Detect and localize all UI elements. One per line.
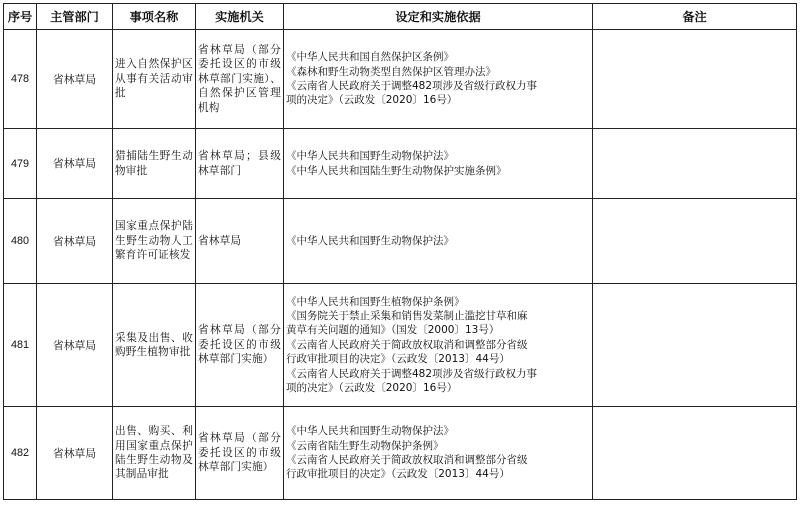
header-name: 事项名称 bbox=[113, 4, 196, 30]
row-dept: 省林草局 bbox=[37, 407, 113, 500]
administrative-items-table bbox=[3, 3, 797, 500]
basis-line: 《中华人民共和国野生植物保护条例》 bbox=[286, 295, 465, 308]
row-basis bbox=[284, 30, 593, 129]
row-no: 481 bbox=[4, 284, 37, 407]
row-org: 省林草局（部分委托设区的市级林草部门实施） bbox=[196, 284, 284, 407]
header-no: 序号 bbox=[4, 4, 37, 30]
basis-line: 项的决定》（云政发〔2020〕16号） bbox=[286, 382, 458, 395]
header-org: 实施机关 bbox=[196, 4, 284, 30]
row-item-name: 国家重点保护陆生野生动物人工繁育许可证核发 bbox=[113, 199, 196, 284]
row-no: 482 bbox=[4, 407, 37, 500]
basis-line: 《中华人民共和国陆生野生动物保护实施条例》 bbox=[286, 164, 507, 177]
header-basis: 设定和实施依据 bbox=[284, 4, 593, 30]
permit-table-sheet bbox=[3, 3, 796, 503]
row-item-name: 采集及出售、收购野生植物审批 bbox=[113, 284, 196, 407]
row-basis bbox=[284, 129, 593, 199]
row-dept: 省林草局 bbox=[37, 284, 113, 407]
table-row bbox=[4, 199, 797, 284]
basis-line: 《中华人民共和国野生动物保护法》 bbox=[286, 425, 454, 438]
row-item-name: 出售、购买、利用国家重点保护陆生野生动物及其制品审批 bbox=[113, 407, 196, 500]
row-remark bbox=[593, 30, 797, 129]
header-dept: 主管部门 bbox=[37, 4, 113, 30]
row-remark bbox=[593, 199, 797, 284]
basis-line: 黄草有关问题的通知》（国发〔2000〕13号） bbox=[286, 324, 500, 337]
row-item-name: 进入自然保护区从事有关活动审批 bbox=[113, 30, 196, 129]
row-dept: 省林草局 bbox=[37, 129, 113, 199]
row-no: 479 bbox=[4, 129, 37, 199]
basis-line: 《中华人民共和国自然保护区条例》 bbox=[286, 51, 454, 64]
basis-line: 项的决定》（云政发〔2020〕16号） bbox=[286, 94, 458, 107]
basis-line: 《云南省人民政府关于调整482项涉及省级行政权力事 bbox=[286, 367, 538, 380]
row-basis bbox=[284, 284, 593, 407]
table-row bbox=[4, 407, 797, 500]
table-row bbox=[4, 30, 797, 129]
basis-line: 《云南省人民政府关于简政放权取消和调整部分省级 bbox=[286, 454, 528, 466]
row-item-name: 猎捕陆生野生动物审批 bbox=[113, 129, 196, 199]
row-remark bbox=[593, 284, 797, 407]
row-org: 省林草局；县级林草部门 bbox=[196, 129, 284, 199]
table-row bbox=[4, 284, 797, 407]
table-header-row bbox=[4, 4, 797, 30]
basis-line: 《中华人民共和国野生动物保护法》 bbox=[286, 234, 454, 247]
row-basis bbox=[284, 199, 593, 284]
basis-line: 行政审批项目的决定》（云政发〔2013〕44号） bbox=[286, 353, 510, 366]
basis-line: 《森林和野生动物类型自然保护区管理办法》 bbox=[286, 65, 496, 78]
basis-line: 《云南省人民政府关于简政放权取消和调整部分省级 bbox=[286, 338, 528, 351]
row-dept: 省林草局 bbox=[37, 199, 113, 284]
row-org: 省林草局（部分委托设区的市级林草部门实施） bbox=[196, 407, 284, 500]
row-no: 480 bbox=[4, 199, 37, 284]
header-remark: 备注 bbox=[593, 4, 797, 30]
row-org: 省林草局 bbox=[196, 199, 284, 284]
basis-line: 《云南省陆生野生动物保护条例》 bbox=[286, 439, 444, 452]
row-remark bbox=[593, 129, 797, 199]
row-no: 478 bbox=[4, 30, 37, 129]
basis-line: 《国务院关于禁止采集和销售发菜制止滥挖甘草和麻 bbox=[286, 309, 528, 322]
row-dept: 省林草局 bbox=[37, 30, 113, 129]
row-basis bbox=[284, 407, 593, 500]
table-row bbox=[4, 129, 797, 199]
basis-line: 《云南省人民政府关于调整482项涉及省级行政权力事 bbox=[286, 80, 538, 92]
row-org: 省林草局（部分委托设区的市级林草部门实施）、自然保护区管理机构 bbox=[196, 30, 284, 129]
basis-line: 行政审批项目的决定》（云政发〔2013〕44号） bbox=[286, 468, 510, 481]
basis-line: 《中华人民共和国野生动物保护法》 bbox=[286, 150, 454, 163]
row-remark bbox=[593, 407, 797, 500]
